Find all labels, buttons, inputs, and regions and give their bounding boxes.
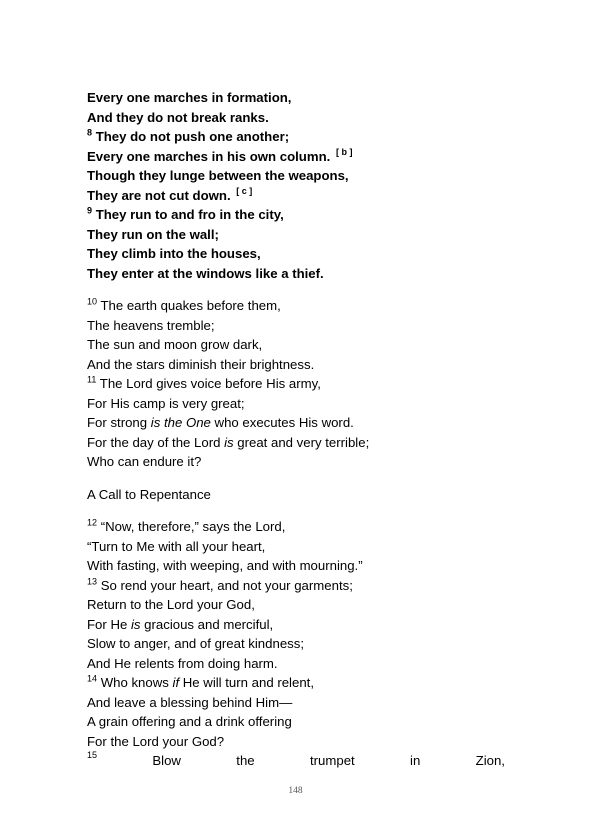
footnote-marker-c[interactable]: [ c ] <box>236 186 253 197</box>
verse-line: And the stars diminish their brightness. <box>87 356 315 372</box>
verse-line-justified: 15 Blow the trumpet in Zion, <box>87 751 505 771</box>
verse-number: 12 <box>87 517 98 528</box>
verse-line: They climb into the houses, <box>87 246 261 261</box>
verse-line: $^{11}$ The Lord gives voice before His army, <box>87 374 321 391</box>
verse-line: Slow to anger, and of great kindness; <box>87 636 305 651</box>
scripture-page <box>87 88 527 771</box>
section-heading: A Call to Repentance <box>87 486 211 502</box>
verse-line: For the day of the Lord is great and very terrible; <box>87 434 370 450</box>
verses-block-3 <box>87 517 527 771</box>
verse-line: “Turn to Me with all your heart, <box>87 538 266 554</box>
verse-number: 15 <box>87 750 98 760</box>
verse-line: Who can endure it? <box>87 454 202 469</box>
verse-line: They run on the wall; <box>87 226 219 242</box>
verse-line: With fasting, with weeping, and with mourning.” <box>87 558 363 573</box>
verse-line: And He relents from doing harm. <box>87 655 278 671</box>
verse-line: Though they lunge between the weapons, <box>87 168 349 183</box>
verse-number: 8 <box>87 127 93 138</box>
verse-line: For strong is the One who executes His word. <box>87 415 354 430</box>
verse-line: $^8$ They do not push one another; <box>87 127 290 144</box>
verse-number: 10 <box>87 296 98 307</box>
verse-line: $^{12}$ “Now, therefore,” says the Lord, <box>87 517 286 534</box>
stanza-gap <box>87 283 527 296</box>
verse-line: For He is gracious and merciful, <box>87 616 274 632</box>
verse-number: 11 <box>87 374 97 385</box>
verse-number: 14 <box>87 673 98 684</box>
verse-line: They enter at the windows like a thief. <box>87 265 324 281</box>
footnote-marker-b[interactable]: [ b ] <box>335 147 353 158</box>
verse-number: 9 <box>87 205 93 216</box>
verse-line: They are not cut down. [ c ] <box>87 186 253 203</box>
page-number: 148 <box>288 786 303 796</box>
stanza-gap <box>87 504 527 517</box>
verse-line: And leave a blessing behind Him— <box>87 694 293 710</box>
verse-line: The heavens tremble; <box>87 317 215 333</box>
verses-block-bold <box>87 88 527 283</box>
verse-line: For His camp is very great; <box>87 395 245 411</box>
verse-line: $^{10}$ The earth quakes before them, <box>87 296 281 313</box>
verse-line: And they do not break ranks. <box>87 109 269 125</box>
verse-line: The sun and moon grow dark, <box>87 337 263 352</box>
verse-line: $^{14}$ Who knows if He will turn and relent, <box>87 673 314 690</box>
verses-block-2 <box>87 296 527 472</box>
verse-line: Return to the Lord your God, <box>87 597 255 612</box>
verse-line: Every one marches in his own column. [ b ] <box>87 147 353 164</box>
verse-line: A grain offering and a drink offering <box>87 714 292 729</box>
verse-line: $^9$ They run to and fro in the city, <box>87 205 284 222</box>
verse-number: 13 <box>87 576 98 587</box>
verse-line: Every one marches in formation, <box>87 90 292 105</box>
verse-line: $^{13}$ So rend your heart, and not your garments; <box>87 576 353 593</box>
stanza-gap <box>87 472 527 485</box>
verse-line: For the Lord your God? <box>87 733 225 749</box>
